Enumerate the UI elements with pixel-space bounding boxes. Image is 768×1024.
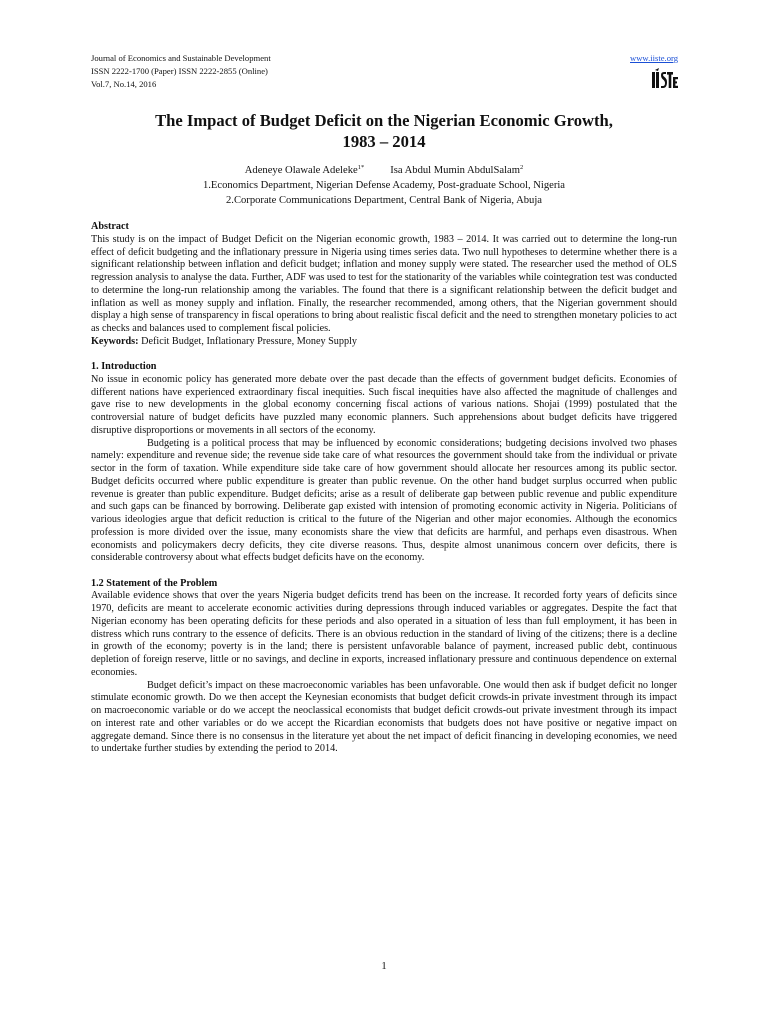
author-2 (390, 165, 523, 176)
author-2-name: Isa Abdul Mumin AbdulSalam (390, 165, 520, 176)
author-1 (245, 165, 364, 176)
author-2-mark: 2 (519, 164, 524, 171)
website-link[interactable]: www.iiste.org (630, 53, 678, 63)
paper-title (80, 110, 688, 152)
author-1-mark: 1* (357, 164, 365, 171)
journal-header (91, 52, 271, 91)
authors-block (80, 163, 688, 208)
journal-name: Journal of Economics and Sustainable Development (91, 53, 271, 63)
intro-heading: 1. Introduction (91, 361, 157, 372)
journal-issn: ISSN 2222-1700 (Paper) ISSN 2222-2855 (Online) (91, 66, 268, 76)
author-names (80, 163, 688, 178)
intro-paragraph-2: Budgeting is a political process that may be influenced by economic considerations; budgeting decisions involved two phases namely: expenditure and revenue side; the revenue side take care of what resources the government should take from the individual or private sector in the form of taxation. While expenditure side take care of how government should allocate her resources among its public sector. Budget deficits occurred where public expenditure is greater than public revenue. On the other hand budget surplus occurred when public revenue is greater than public expenditure. Budget deficits; arise as a result of deliberate gap between public revenue and public expenditure and such gaps can be financed by borrowing. Deliberate gap existed with intension of promoting economic activity in Nigeria. Politicians of various ideologies argue that deficit reduction is critical to the future of the Nigerian and other major economies. Although the economics profession is more divided over the issue, many economists share the view that deficits are harmful, and perhaps even disastrous. When economists and policymakers decry deficits, they cite diverse reasons. Thus, despite almost unanimous concern over deficits, there is considerable controversy about what effects budget deficits have on the economy. (91, 437, 677, 564)
journal-volume: Vol.7, No.14, 2016 (91, 79, 157, 89)
abstract-heading: Abstract (91, 221, 129, 232)
problem-heading: 1.2 Statement of the Problem (91, 577, 218, 589)
title-line-1: The Impact of Budget Deficit on the Nigerian Economic Growth, (155, 111, 613, 130)
intro-paragraph-1: No issue in economic policy has generated more debate over the past decade than the effects of government budget deficits. Economies of different nations have experienced extraordinary fiscal inequities. Such fiscal inequities have also affected the magnitude of challenges and gave rise to new developments in the global economy concerning fiscal actions of various nations. Shojai (1999) postulated that the controversial nature of budget deficits have puzzled many economic planners. Such apprehensions about budget deficits have triggered disruptive disproportions or movements in all sectors of the economy. (91, 373, 677, 436)
keywords-label: Keywords: (91, 335, 139, 347)
journal-header-right (630, 52, 678, 93)
problem-paragraph-1: Available evidence shows that over the years Nigeria budget deficits trend has been on the increase. It recorded forty years of deficits since 1970, deficits are meant to accelerate economic activities during depressions through induced variables or aggregates. Despite the fact that Nigerian economy has been operating deficits for these periods and also operated in a situation of less than full employment, it has been in distress which runs contrary to the essence of deficits. There is an obvious reduction in the standard of living of the citizens; there is a decline in growth of the economy; poverty is in the land; there is persistent unfavorable balance of payment, increased public debt, continuous depletion of foreign reserve, little or no savings, and decline in exports, increased inflationary pressure and continuous dependence on external economies. (91, 590, 677, 678)
affiliation-2: 2.Corporate Communications Department, Central Bank of Nigeria, Abuja (226, 195, 542, 206)
page-number: 1 (381, 961, 387, 972)
author-1-name: Adeneye Olawale Adeleke (244, 165, 358, 176)
keywords (91, 336, 677, 349)
affiliation-1: 1.Economics Department, Nigerian Defense Academy, Post-graduate School, Nigeria (202, 180, 566, 191)
paper-body (91, 221, 677, 756)
title-line-2: 1983 – 2014 (342, 132, 426, 151)
problem-paragraph-2: Budget deficit’s impact on these macroeconomic variables has been unfavorable. One would then ask if budget deficit no longer stimulate economic growth. Do we then accept the Keynesian economists that budget deficit crowds-in private investment through its impact on macroeconomic variable or do we accept the neoclassical economists that budget deficit crowds-out private investment through its impact on interest rate and other variables or do we accept the Ricardian economists that budgets does not have positive or negative impact on aggregate demand. Since there is no consensus in the literature yet about the net impact of deficit financing in developing economies, we need to undertake further studies by extending the period to 2014. (91, 679, 677, 755)
abstract-text: This study is on the impact of Budget Deficit on the Nigerian economic growth, 1983 – 2014. It was carried out to determine the long-run effect of deficit budgeting and the inflationary pressure in Nigeria using times series data. Two null hypotheses to determine whether there is a significant relationship between inflation and deficit budget; inflation and money supply were stated. The researcher used the method of OLS regression analysis to analyse the data. Further, ADF was used to test for the stationarity of the variables while cointegration test was conducted to determine the long-run relationship among the variables. The found that there is a significant relationship between the deficit budget and inflation as well as money supply and inflation. Finally, the researcher recommended, among others, that the Nigerian government should display a high sense of transparency in fiscal operations to bring about realistic fiscal deficit and the need to strengthen monetary policies to act as checks and balances used to complement fiscal policies. (91, 233, 677, 334)
keywords-text: Deficit Budget, Inflationary Pressure, Money Supply (141, 335, 357, 347)
iiste-logo-icon (652, 68, 678, 88)
